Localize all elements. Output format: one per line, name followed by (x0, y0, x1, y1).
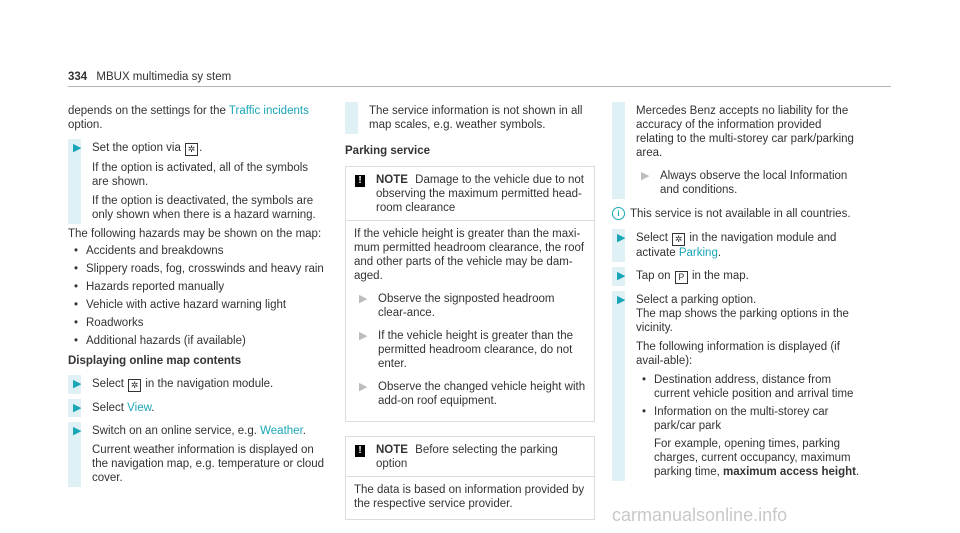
step-text: Select (92, 378, 124, 390)
page-header (68, 70, 231, 84)
header-title: MBUX multimedia sy stem (96, 71, 232, 83)
hazards-intro: The following hazards may be shown on the map: (68, 228, 322, 240)
arrow-icon: ▶ (617, 270, 626, 282)
step-text: Set the option via (92, 142, 181, 154)
step-text-end: in the map. (691, 270, 749, 282)
step-text-end: in the navigation module. (145, 378, 274, 390)
list-item-text: • Information on the multi-storey car park/car park (654, 406, 829, 432)
column-1 (68, 104, 326, 490)
step-line (92, 401, 326, 415)
detail-bold: maximum access height (723, 466, 856, 478)
info-note (612, 207, 862, 221)
step-text: Switch on an online service, e.g. (92, 425, 257, 437)
service-note (345, 104, 595, 132)
step-tap-p (612, 269, 862, 284)
step-bar (612, 291, 625, 481)
step-weather-text: Current weather information is displayed on the navigation map, e.g. temperature or cloud cover. (92, 444, 325, 484)
liability-step (636, 169, 862, 197)
note-title: Damage to the vehicle due to not observing the maximum permitted head-room clearance (376, 174, 584, 214)
detail-end: . (856, 466, 860, 478)
list-item: • Slippery roads, fog, crosswinds and heavy rain (74, 262, 326, 276)
step-line: Select a parking option. (636, 294, 757, 306)
step-line (92, 377, 326, 392)
note-bar (612, 102, 625, 199)
note-title: Before selecting the parking option (376, 444, 558, 470)
intro-text: depends on the settings for the (68, 105, 226, 117)
gear-icon: ✲ (672, 233, 685, 246)
step-select-nav (68, 377, 326, 392)
arrow-icon: ▶ (617, 294, 626, 306)
intro-text-end: option. (68, 119, 103, 131)
arrow-icon: ▶ (73, 378, 82, 390)
note-label: NOTE (376, 174, 408, 186)
list-item: • Accidents and breakdowns (74, 244, 326, 258)
step-text: Tap on (636, 270, 671, 282)
view-link[interactable]: View (127, 402, 152, 414)
arrow-icon: ▶ (617, 232, 626, 244)
parking-icon: P (675, 271, 688, 284)
note-box-headroom (345, 166, 595, 422)
note-body-text: The data is based on information provided by the respective service provider. (354, 484, 585, 510)
service-note-text: The service information is not shown in all map scales, e.g. weather symbols. (369, 105, 583, 131)
step-map-text: The map shows the parking options in the vicinity. (636, 308, 849, 334)
arrow-icon: ▶ (359, 381, 368, 393)
note-label: NOTE (376, 444, 408, 456)
intro-paragraph (68, 104, 326, 132)
step-activated-text: If the option is activated, all of the symbols are shown. (92, 162, 309, 188)
note-body-text: If the vehicle height is greater than the maxi-mum permitted headroom clearance, the roof and other parts of the vehicle may be dam-aged. (354, 228, 585, 282)
step-text-end: . (717, 247, 722, 259)
note-step-text: If the vehicle height is greater than the permitted headroom clearance, do not enter. (378, 330, 573, 370)
parking-service-title: Parking service (345, 145, 431, 157)
step-text-end: . (199, 142, 203, 154)
note-body (346, 477, 594, 519)
list-item: • Roadworks (74, 316, 326, 330)
list-item: • Vehicle with active hazard warning light (74, 298, 326, 312)
step-line (636, 231, 862, 260)
warning-icon: ! (355, 445, 365, 457)
step-online-service (68, 424, 326, 485)
list-item (642, 405, 862, 479)
arrow-icon: ▶ (73, 425, 82, 437)
arrow-icon: ▶ (359, 293, 368, 305)
note-header (346, 167, 594, 221)
arrow-icon: ▶ (641, 170, 650, 182)
step-select-parking (612, 231, 862, 260)
note-bar (345, 102, 358, 134)
arrow-icon: ▶ (73, 402, 82, 414)
step-deactivated-text: If the option is deactivated, the symbols are only shown when there is a hazard warning. (92, 195, 316, 221)
info-text: This service is not available in all countries. (630, 208, 851, 220)
note-step (354, 292, 586, 320)
step-line (636, 269, 862, 284)
watermark: carmanualsonline.info (612, 505, 788, 525)
note-body (346, 221, 594, 421)
note-step (354, 380, 586, 408)
step-parking-option (612, 293, 862, 479)
step-text-end: . (302, 425, 306, 437)
header-rule (68, 86, 891, 87)
note-header (346, 437, 594, 477)
note-step-text: Observe the changed vehicle height with add-on roof equipment. (378, 381, 586, 407)
weather-link[interactable]: Weather (260, 425, 303, 437)
gear-icon: ✲ (185, 143, 198, 156)
step-set-option (68, 141, 326, 222)
arrow-icon: ▶ (73, 142, 82, 154)
traffic-incidents-link[interactable]: Traffic incidents (228, 105, 309, 117)
column-3 (612, 104, 862, 483)
note-box-parking (345, 436, 595, 520)
list-item-detail (654, 437, 862, 479)
liability-text: Mercedes Benz accepts no liability for the accuracy of the information provided relating to the multi-storey car park/parking area. (636, 105, 854, 159)
column-2 (345, 104, 595, 520)
list-item: • Hazards reported manually (74, 280, 326, 294)
step-line (92, 141, 326, 156)
step-text: in the navigation module and activate (636, 232, 837, 259)
detail-text: For example, opening times, parking charges, current occupancy, maximum parking time, (654, 438, 851, 478)
parking-link[interactable]: Parking (678, 247, 718, 259)
step-select-view (68, 401, 326, 415)
liability-step-text: Always observe the local Information and conditions. (660, 170, 848, 196)
arrow-icon: ▶ (359, 330, 368, 342)
note-step (354, 329, 586, 371)
step-info-text: The following information is displayed (if avail-able): (636, 341, 840, 367)
page-number: 334 (68, 71, 88, 83)
step-text-end: . (151, 402, 155, 414)
warning-icon: ! (355, 175, 365, 187)
info-icon: i (612, 207, 625, 220)
gear-icon: ✲ (128, 379, 141, 392)
list-item: • Additional hazards (if available) (74, 334, 326, 348)
list-item: • Destination address, distance from current vehicle position and arrival time (642, 373, 862, 401)
step-line (92, 424, 326, 438)
step-text: Select (636, 232, 668, 244)
note-step-text: Observe the signposted headroom clear-ance. (378, 293, 555, 319)
liability-block (612, 104, 862, 197)
step-text: Select (92, 402, 124, 414)
section-title: Displaying online map contents (68, 355, 242, 367)
